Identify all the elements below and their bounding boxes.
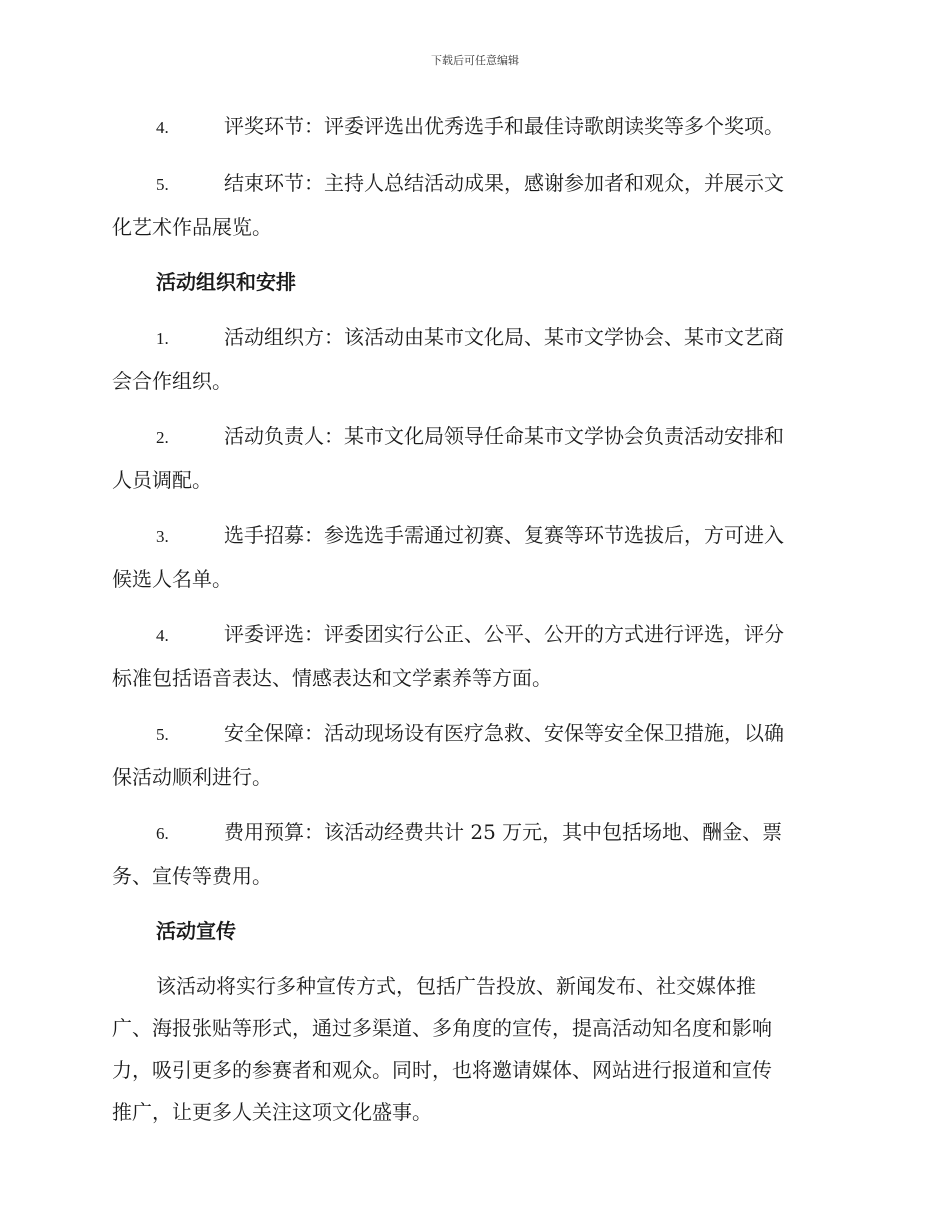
list-item xyxy=(112,712,836,798)
list-text-continued: 化艺术作品展览。 xyxy=(112,215,272,239)
paragraph-line: 力，吸引更多的参赛者和观众。同时，也将邀请媒体、网站进行报道和宣传 xyxy=(112,1058,772,1082)
list-number: 3. xyxy=(156,527,169,546)
list-text: 活动组织方：该活动由某市文化局、某市文学协会、某市文艺商 xyxy=(224,325,784,349)
list-number: 4. xyxy=(156,626,169,645)
list-text-continued: 务、宣传等费用。 xyxy=(112,864,272,888)
list-text: 选手招募：参选选手需通过初赛、复赛等环节选拔后，方可进入 xyxy=(224,523,784,547)
section-heading: 活动宣传 xyxy=(156,919,236,943)
list-text: 费用预算：该活动经费共计 25 万元，其中包括场地、酬金、票 xyxy=(224,820,783,844)
paragraph-line: 该活动将实行多种宣传方式，包括广告投放、新闻发布、社交媒体推 xyxy=(156,974,756,998)
list-number: 4. xyxy=(156,118,169,137)
paragraph xyxy=(112,965,836,1133)
page-header: 下载后可任意编辑 xyxy=(431,54,519,67)
list-number: 1. xyxy=(156,329,169,348)
list-text: 活动负责人：某市文化局领导任命某市文学协会负责活动安排和 xyxy=(224,424,784,448)
list-text-continued: 保活动顺利进行。 xyxy=(112,765,272,789)
list-item xyxy=(112,613,836,699)
list-text-continued: 会合作组织。 xyxy=(112,369,232,393)
list-item xyxy=(112,316,836,402)
document-body xyxy=(112,105,836,1133)
list-item xyxy=(112,162,836,248)
paragraph-line: 推广，让更多人关注这项文化盛事。 xyxy=(112,1100,432,1124)
list-number: 5. xyxy=(156,175,169,194)
list-number: 6. xyxy=(156,824,169,843)
section-heading: 活动组织和安排 xyxy=(156,270,296,294)
list-text: 评委评选：评委团实行公正、公平、公开的方式进行评选，评分 xyxy=(224,622,784,646)
list-number: 2. xyxy=(156,428,169,447)
list-text: 安全保障：活动现场设有医疗急救、安保等安全保卫措施，以确 xyxy=(224,721,784,745)
list-text-continued: 候选人名单。 xyxy=(112,567,232,591)
list-text: 评奖环节：评委评选出优秀选手和最佳诗歌朗读奖等多个奖项。 xyxy=(224,114,784,138)
paragraph-line: 广、海报张贴等形式，通过多渠道、多角度的宣传，提高活动知名度和影响 xyxy=(112,1016,772,1040)
list-item xyxy=(112,514,836,600)
list-number: 5. xyxy=(156,725,169,744)
list-item xyxy=(112,811,836,897)
list-text-continued: 人员调配。 xyxy=(112,468,212,492)
list-item xyxy=(112,105,836,149)
list-item xyxy=(112,415,836,501)
list-text: 结束环节：主持人总结活动成果，感谢参加者和观众，并展示文 xyxy=(224,171,784,195)
list-text-continued: 标准包括语音表达、情感表达和文学素养等方面。 xyxy=(112,666,552,690)
